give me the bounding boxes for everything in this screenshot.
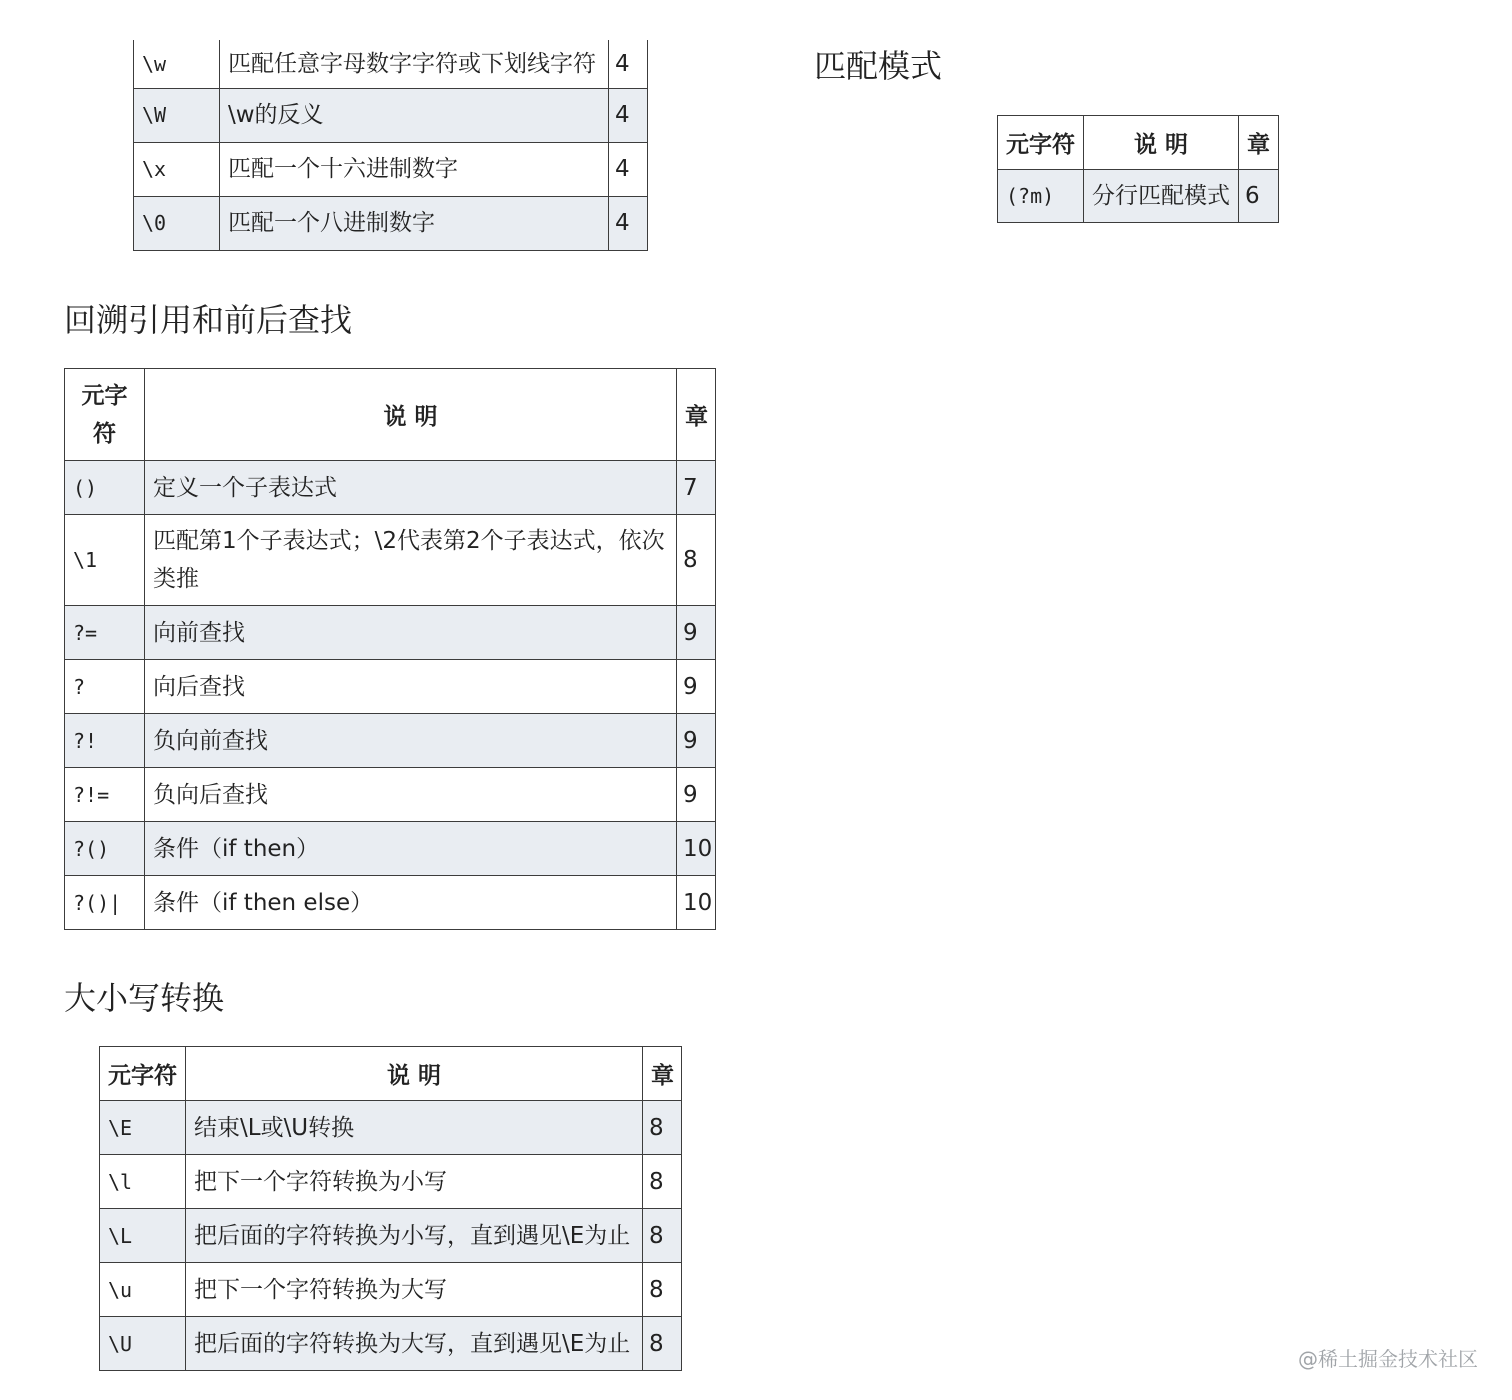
header-desc: 说 明 — [1084, 116, 1239, 170]
match-mode-table — [997, 115, 1279, 223]
table-row — [100, 1101, 682, 1155]
chapter-cell: 8 — [643, 1101, 682, 1155]
table-row — [134, 40, 648, 88]
desc-cell: 匹配一个八进制数字 — [220, 196, 609, 250]
table-header-row — [998, 116, 1279, 170]
chapter-cell: 8 — [643, 1263, 682, 1317]
meta-cell: ? — [65, 660, 145, 714]
table-row — [134, 88, 648, 142]
table-header-row — [65, 369, 716, 461]
meta-cell: \w — [134, 40, 220, 88]
meta-cell: \0 — [134, 196, 220, 250]
header-desc: 说 明 — [145, 369, 677, 461]
table-row — [65, 515, 716, 606]
chapter-cell: 8 — [643, 1209, 682, 1263]
table-row — [65, 714, 716, 768]
chapter-cell: 8 — [677, 515, 716, 606]
table-row — [65, 876, 716, 930]
backref-heading: 回溯引用和前后查找 — [64, 301, 353, 339]
desc-cell: 把下一个字符转换为小写 — [186, 1155, 643, 1209]
meta-cell: \L — [100, 1209, 186, 1263]
table-row — [65, 660, 716, 714]
header-meta: 元字符 — [998, 116, 1084, 170]
chapter-cell: 9 — [677, 768, 716, 822]
match-mode-heading: 匹配模式 — [814, 47, 943, 85]
meta-cell: \1 — [65, 515, 145, 606]
header-chapter: 章 — [643, 1047, 682, 1101]
chapter-cell: 7 — [677, 461, 716, 515]
watermark: @稀土掘金技术社区 — [1298, 1347, 1478, 1371]
desc-cell: 条件（if then） — [145, 822, 677, 876]
desc-cell: 匹配第1个子表达式；\2代表第2个子表达式，依次类推 — [145, 515, 677, 606]
desc-cell: 匹配任意字母数字字符或下划线字符 — [220, 40, 609, 88]
top-metachar-table — [133, 40, 648, 251]
header-desc: 说 明 — [186, 1047, 643, 1101]
meta-cell: \l — [100, 1155, 186, 1209]
header-chapter: 章 — [677, 369, 716, 461]
desc-cell: 把下一个字符转换为大写 — [186, 1263, 643, 1317]
desc-cell: 条件（if then else） — [145, 876, 677, 930]
desc-cell: 匹配一个十六进制数字 — [220, 142, 609, 196]
desc-cell: 定义一个子表达式 — [145, 461, 677, 515]
table-row — [65, 606, 716, 660]
case-conversion-table — [99, 1046, 682, 1371]
chapter-cell: 9 — [677, 660, 716, 714]
desc-cell: 结束\L或\U转换 — [186, 1101, 643, 1155]
table-row — [998, 170, 1279, 223]
meta-cell: (?m) — [998, 170, 1084, 223]
desc-cell: 分行匹配模式 — [1084, 170, 1239, 223]
desc-cell: 把后面的字符转换为大写，直到遇见\E为止 — [186, 1317, 643, 1371]
meta-cell: ?()| — [65, 876, 145, 930]
chapter-cell: 8 — [643, 1155, 682, 1209]
chapter-cell: 9 — [677, 606, 716, 660]
meta-cell: ?!= — [65, 768, 145, 822]
table-row — [65, 768, 716, 822]
meta-cell: () — [65, 461, 145, 515]
desc-cell: 把后面的字符转换为小写，直到遇见\E为止 — [186, 1209, 643, 1263]
meta-cell: \W — [134, 88, 220, 142]
chapter-cell: 9 — [677, 714, 716, 768]
table-header-row — [100, 1047, 682, 1101]
table-row — [100, 1263, 682, 1317]
header-chapter: 章 — [1239, 116, 1279, 170]
chapter-cell: 6 — [1239, 170, 1279, 223]
desc-cell: \w的反义 — [220, 88, 609, 142]
chapter-cell: 10 — [677, 822, 716, 876]
case-conversion-heading: 大小写转换 — [64, 979, 225, 1017]
chapter-cell: 4 — [609, 196, 648, 250]
table-row — [134, 142, 648, 196]
table-row — [100, 1209, 682, 1263]
table-row — [65, 822, 716, 876]
chapter-cell: 4 — [609, 40, 648, 88]
chapter-cell: 4 — [609, 88, 648, 142]
meta-cell: \x — [134, 142, 220, 196]
desc-cell: 向后查找 — [145, 660, 677, 714]
meta-cell: ?! — [65, 714, 145, 768]
desc-cell: 负向前查找 — [145, 714, 677, 768]
backref-table — [64, 368, 716, 930]
table-row — [134, 196, 648, 250]
table-row — [100, 1155, 682, 1209]
meta-cell: ?() — [65, 822, 145, 876]
chapter-cell: 4 — [609, 142, 648, 196]
meta-cell: \E — [100, 1101, 186, 1155]
meta-cell: \u — [100, 1263, 186, 1317]
desc-cell: 负向后查找 — [145, 768, 677, 822]
table-row — [100, 1317, 682, 1371]
header-meta: 元字符 — [100, 1047, 186, 1101]
chapter-cell: 8 — [643, 1317, 682, 1371]
desc-cell: 向前查找 — [145, 606, 677, 660]
meta-cell: ?= — [65, 606, 145, 660]
meta-cell: \U — [100, 1317, 186, 1371]
header-meta: 元字符 — [65, 369, 145, 461]
table-row — [65, 461, 716, 515]
chapter-cell: 10 — [677, 876, 716, 930]
